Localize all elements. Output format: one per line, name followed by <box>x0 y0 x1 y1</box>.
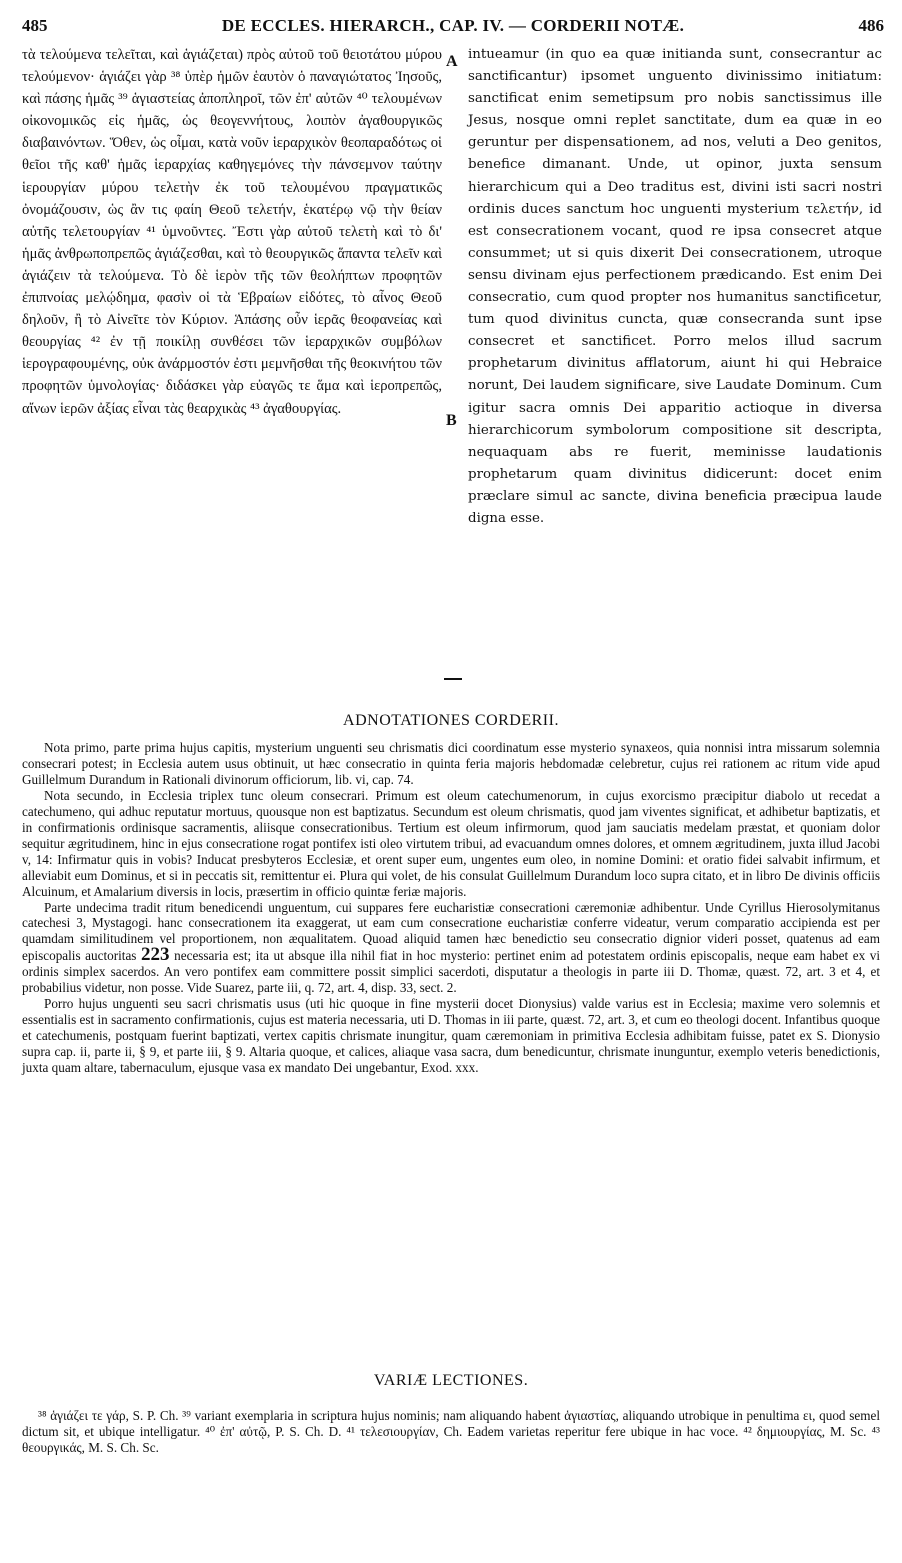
page-number-right: 486 <box>858 16 884 35</box>
column-marker-a: A <box>446 53 458 70</box>
section-divider <box>444 678 462 680</box>
variae-lectiones <box>22 1408 880 1456</box>
page-number-left: 485 <box>22 16 48 35</box>
latin-column <box>468 44 882 530</box>
note-paragraph: Nota secundo, in Ecclesia triplex tunc oleum consecrari. Primum est oleum catechumenorum, in cujus exorcismo præcipitur diabolo ut recedat a catechumeno, qui adhuc reputatur mortuus, quousque non est baptizatus. Secundum est oleum chrismatis, quod jam viventes significat, et adhibetur baptizatis, et in confirmationis ordinisque sacramentis, aliisque consecrationibus. Tertium est oleum infirmorum, quod jam sauciatis medelam præstat, et quoniam dolor sequitur ægritudinem, hinc in ejus consecratione rogat pontifex isti oleo virtutem tribui, ad evacuandum omnes dolores, et omnem ægritudinem, juxta illud Jacobi v, 14: Infirmatur quis in vobis? Inducat presbyteros Ecclesiæ, et orent super eum, ungentes eum oleo, in nomine Domini: et oratio fidei salvabit infirmum, et alleviabit eum Dominus, et si in peccatis sit, remittentur ei. Plura qui volet, de his consulat Guillelmum Durandum loco supra citato, et in libro De divinis officiis Alcuinum, et Amalarium diversis in locis, præsertim in officio quintæ feriæ majoris. <box>22 787 880 899</box>
adnotationes-heading: ADNOTATIONES CORDERII. <box>343 712 559 729</box>
note-paragraph <box>22 900 880 997</box>
running-header <box>22 14 884 38</box>
annotations-body <box>22 740 880 1076</box>
note-paragraph: Porro hujus unguenti seu sacri chrismatis usus (uti hic quoque in fine mysterii docet Dionysius) valde varius est in Ecclesia; maxime vero solemnis et essentialis est in sacramento confirmationis, cujus est materia necessaria, uti D. Thomas in iii parte, quæst. 72, art. 3, et cum eo theologi docent. Infantibus quoque et catechumenis, postquam fuerint baptizati, vertex capitis chrismate inungitur, quam cæremoniam in primitiva Ecclesia adhibitam fuisse, patet ex S. Dionysio supra cap. ii, parte ii, § 9, et parte iii, § 9. Altaria quoque, et calices, aliaque vasa sacra, dum benedicuntur, chrismate inunguntur, exemplo veteris benedictionis, juxta quam altare, tabernaculum, ejusque vasa ex mandato Dei ungebantur, Exod. xxx. <box>22 996 880 1076</box>
variae-heading: VARIÆ LECTIONES. <box>373 1372 529 1389</box>
margin-number: 223 <box>141 944 170 966</box>
column-marker-b: B <box>446 412 457 429</box>
note-paragraph: Nota primo, parte prima hujus capitis, mysterium unguenti seu chrismatis dici coordinatum esse mysterio synaxeos, quia nonnisi intra missarum solemnia consecrari potest; in Ecclesia autem usus obtinuit, ut hæc consecratio in quinta feria majoris hebdomadæ celebretur, cujus rei rationem ac ritum vide apud Guillelmum Durandum in Rationali divinorum officiorum, lib. vi, cap. 74. <box>22 740 880 787</box>
note-text: Parte undecima tradit ritum benedicendi unguentum, cui suppares fere eucharistiæ consecrationi cæremoniæ adhibentur. Unde Cyrillus Hierosolymitanus catechesi 3, Mystagogi. hanc consecrationem ita exaggerat, ut eam cum consecratione eucharistiæ conferre videatur, verum comparatio accipienda est per quamdam similitudinem vel proportionem, non æqualitatem. Quoad aliquid tamen hæc benedictio seu consecratio dignior videri posset, quatenus ad eam episcopalis auctoritas <box>22 899 880 964</box>
greek-column <box>22 44 442 420</box>
variae-text: ³⁸ ἁγιάζει τε γάρ, S. P. Ch. ³⁹ variant exemplaria in scriptura hujus nominis; nam aliquando habent ἁγιαστίας, aliquando utrobique in penultima ει, quod semel dictum sit, et ubique intelligatur. ⁴⁰ ἐπ' αὐτῷ, P. S. Ch. D. ⁴¹ τελεσιουργίαν, Ch. Eadem varietas reperitur fere ubique in hac voce. ⁴² δημιουργίας, M. Sc. ⁴³ θεουργικάς, M. S. Ch. Sc. <box>22 1408 880 1455</box>
latin-text: intueamur (in quo ea quæ initianda sunt, consecrantur ac sanctificantur) ipsomet unguento divinissimo initiatum: sanctificat enim semetipsum pro nobis sanctissimus ille Jesus, nosque omni replet sanctitate, dum ea quæ in eo geruntur per dispensationem, ad nos, veluti a Deo genitos, benefice dimanant. Unde, ut opinor, juxta sensum hierarchicum qui a Deo traditus est, divini isti sacri nostri ordinis duces sanctum hoc unguenti mysterium τελετήν, id est consecrationem vocant, quod re ipsa consecret atque consummet; ut si quis dixerit Dei consecrationem, utroque sensu divinam ejus perfectionem prædicando. Est enim Dei consecratio, cum quod propter nos humanitus sanctificetur, tum quod divinitus cuncta, quæ consecranda sunt ipse consecret et sanctificet. Porro melos illud sacrum prophetarum divinitus afflatorum, aiunt hi qui Hebraice norunt, Dei laudem significare, sive Laudate Dominum. Cum igitur sacra omnis Dei apparitio actioque in diversa hierarchicorum symbolorum compositione sit descripta, nequaquam abs re fuerit, meminisse laudationis prophetarum quam divinitus didicerunt: docet enim præclare simul ac sancte, divina beneficia præcipua laude digna esse. <box>468 47 882 526</box>
note-text: necessaria est; ita ut absque illa nihil fiat in hoc mysterio: pertinet enim ad potestatem ordinis episcopalis, neque eam habet ex vi ordinis simplex sacerdos. An vero pontifex eam committere possit simplici sacerdoti, disputatur a theologis in parte iii D. Thomæ, quæst. 72, art. 3 et 4, et probabilius videtur, non posse. Vide Suarez, parte iii, q. 72, art. 4, disp. 33, sect. 2. <box>22 948 881 996</box>
running-title: DE ECCLES. HIERARCH., CAP. IV. — CORDERII NOTÆ. <box>221 16 685 35</box>
greek-text: τὰ τελούμενα τελεῖται, καὶ ἁγιάζεται) πρὸς αὐτοῦ τοῦ θειοτάτου μύρου τελούμενον· ἁγιάζει γὰρ ³⁸ ὑπὲρ ἡμῶν ἑαυτὸν ὁ παναγιώτατος Ἰησοῦς, καὶ πάσης ἡμᾶς ³⁹ ἁγιαστείας ἀποπληροῖ, τῶν ἐπ' αὐτῶν ⁴⁰ τελουμένων οἰκονομικῶς εἰς ἡμᾶς, ὡς θεογεννήτους, λοιπὸν ἀγαθουργικῶς διαβαινόντων. Ὅθεν, ὡς οἶμαι, κατὰ νοῦν ἱεραρχικὸν θεοπαραδότως οἱ θεῖοι τῆς καθ' ἡμᾶς ἱεραρχίας καθηγεμόνες τὴν πάνσεμνον ταύτην ἱερουργίαν μύρου τελετὴν ἐκ τοῦ τελουμένου πραγματικῶς ὀνομάζουσιν, ὡς ἂν τις φαίη Θεοῦ τελετήν, ἑκατέρῳ νῷ τὴν θείαν αὐτῆς τελετουργίαν ⁴¹ ὑμνοῦντες. Ἔστι γὰρ αὐτοῦ τελετὴ καὶ τὸ δι' ἡμᾶς ἀνθρωποπρεπῶς ἁγιάζεσθαι, καὶ τὸ θεουργικῶς ἅπαντα τελεῖν καὶ ἁγιάζειν τὰ τελούμενα. Τὸ δὲ ἱερὸν τῆς τῶν θεολήπτων προφητῶν ἐπιπνοίας μελῴδημα, φασὶν οἱ τὰ Ἑβραίων εἰδότες, τὸ αἶνος Θεοῦ δηλοῦν, ἢ τὸ Αἰνεῖτε τὸν Κύριον. Ἁπάσης οὖν ἱερᾶς θεοφανείας καὶ θεουργίας ⁴² ἐν τῇ ποικίλῃ συνθέσει τῶν ἱεραρχικῶν συμβόλων ἱερογραφουμένης, οὐκ ἀνάρμοστόν ἐστι μεμνῆσθαι τῆς θεοκινήτου τῶν προφητῶν ὑμνολογίας· διδάσκει γὰρ εὐαγῶς τε ἅμα καὶ ἱεροπρεπῶς, αἴνων ἱερῶν ἀξίας εἶναι τὰς θεαρχικὰς ⁴³ ἀγαθουργίας. <box>22 47 442 417</box>
